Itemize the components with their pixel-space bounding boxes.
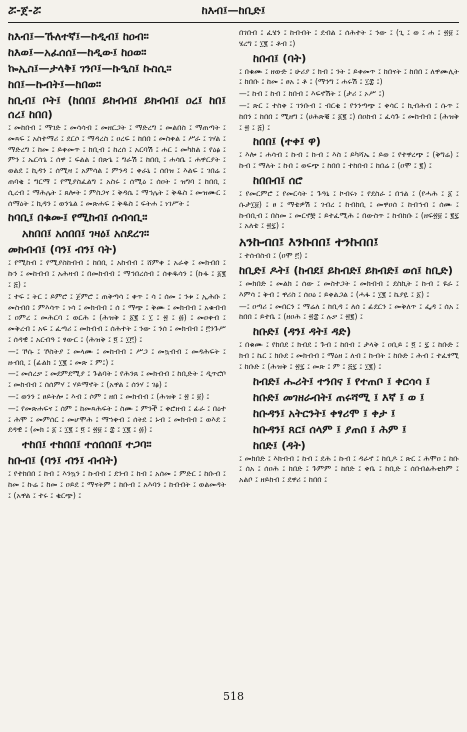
entry-headword: ከቡድ፤ (ዳን፤ ዳት፤ ዳድ) [253, 325, 352, 339]
entry-headword: ከበ፤—ኩብት፤—ከበወ። [8, 78, 102, 91]
entry-definition: ፤ የተከበበ ፤ ከብ ፤ እንኳን ፤ ኩብብ ፤ ደንብ ፤ ከብ ፤ አሰመ ፤ ምድር ፤ ከቡብ ፤ ከመ ፤ ኩሬ ፤ ከመ ፤ ዐይደ ፤ ማናትም ፤ ከቡብ ፤ አእባን ፤ ከብብት ፤ ወልመዳት ፤ (አዋል ፤ ተሩ ፤ ቂርጭ) ፤ [8, 469, 226, 500]
entry-headword: ከበድ፤ (ዳት) [253, 438, 306, 452]
header-rule [8, 22, 459, 23]
entry-definition: —፤ ጽር ፤ ተስቀ ፤ ገንቡብ ፤ ብርቂ ፤ የንንጣጭ ፤ ቀሳር ፤ ኪብሕብ ፤ ሱጥ ፤ ከበን ፤ ከበበ ፤ ሚዘግ ፤ (ሀሕጽቒ ፤ ፩፪ ፤) በዐከብ ፤ ፈሳጉ ፤ መከብብ ፤ (ሕዝቅ ፤ ፳ ፤ ፭) ፤ [239, 100, 459, 132]
header-running-title: ከእብ፤—ከቢድ፤ [201, 4, 266, 17]
entry-definition: በገበብ ፤ ፈሄን ፤ ከብብት ፤ ደብል ፤ ሰሕተት ፤ ንው ፤ (ጊ ፤ ወ ፤ ሐ ፤ ፳፱ ፤ ሄረግ ፤ ፲፪ ፤ ቶብ ፤) [239, 28, 459, 48]
entry-headword: ኰኢስ፤—ታላቅ፤ ገንቦ፤—ኩዒስ፤ ኩስሲ። [8, 62, 172, 75]
entry-definition: —፤ ኾሱ ፤ ኾስትያ ፤ መላሙ ፤ መከብብ ፤ ሥጋ ፤ መኳብብ ፤ መዳሕፍት ፤ ዙብቢ ፤ (ፊልክ ፤ ፲፪ ፤ መጽ ፤ ም፤) ፤ [8, 346, 226, 367]
entry-headword: ከበበብ፤ ሰሮ [253, 173, 303, 187]
entry-headword: ከቡዳን፤ አትርንት፤ ቀፃሪሞ ፤ ቀታ ፤ [253, 406, 396, 420]
entry-headword: ከቢብ፤ ቦት፤ (ከበበ፤ ይከብብ፤ ይክብብ፤ ዐረ፤ ከበ፤ ሰረ፤ ከበበ) [8, 94, 226, 121]
entry-headword: ከቡብ፤ (ባን፤ ብን፤ ብብት) [8, 454, 118, 468]
entry-headword: ከእብ፤—ኹለተኛ፤—ከዲብ፤ ከዐብ። [8, 30, 149, 43]
entry-definition: —፤ ከብ ፤ ከብ ፤ ከበብ ፤ እፍኖሽት ፤ (ታሪ ፤ ኦሥ ፤) [239, 89, 385, 99]
entry-definition: ፤ መከበብ ፤ ማገድ ፤ መሳሳብ ፤ መዘርጋት ፤ ማድረግ ፤ መልበስ ፤ ማጠጣት ፤ መጻፍ ፤ አስተማሪ ፤ ደርሶ ፤ ማዳረስ ፤ ዐረፍ ፤ ከበበ ፤ መስቀል ፤ ሥራ ፤ ገሃል ፤ ማድረግ ፤ ከመ ፤ ይቀመጥ ፤ ከቢብ ፤ ከረሰ ፤ አርባሽ ፤ ሐር ፤ መካከል ፤ የዕፅ ፤ ምን ፤ ኤርሳጌ ፤ ሰዋ ፤ ፍልል ፤ በጽጌ ፤ ግራሽ ፤ ከበቢ ፤ ሐሳቤ ፤ ሐዋርያት ፤ ወልደ ፤ ኪዳን ፤ ሰሚዛ ፤ አምሳል ፤ ምንዳ ፤ ቀራኒ ፤ ሰበዝ ፤ እልፍ ፤ ገበሬ ፤ ጠባቂ ፤ ግርማ ፤ የሚያስፈልግ ፤ አስሩ ፤ ሰሚዕ ፤ ሰዐት ፤ ዝግባ ፤ ከበቢ ፤ ሲረብ ፤ ማሕሌት ፤ ጸሎት ፤ ምስጋና ፤ ቅዳሴ ፤ ማኅሌት ፤ ቅዱስ ፤ መዝሙር ፤ ሰማዕት ፤ ኪዳን ፤ ወንጌል ፤ መጽሐፍ ፤ ቅዱስ ፤ ፍትሐ ፤ ነገሥት ፤ [8, 123, 226, 208]
entry-definition: ፤ በቁሙ ፤ የከበደ ፤ ክብደ ፤ ጉብ ፤ ከበብ ፤ ታላቅ ፤ ዐቢይ ፤ ፬ ፤ ፯ ፤ ከቡድ ፤ ክብ ፤ ኬር ፤ ክቡደ ፤ መክብብ ፤ ማዕዘ ፤ ለብ ፤ ኩብት ፤ ከቡድ ፤ ሕብ ፤ ተፈፃሚ ፤ ከቡድ ፤ (ሕዝቅ ፤ ፳፯ ፤ መጽ ፤ ም ፤ ፭፯ ፤ ፲፪) ፤ [239, 340, 459, 371]
entry-definition: ፤ የሚከብ ፤ የሚያስከብብ ፤ ከበቢ ፤ አከብብ ፤ ሸምቀ ፤ አራቀ ፤ መክብበ ፤ ኩን ፤ መከብብ ፤ አሕዛብ ፤ በመከብብ ፤ ማኅበረሰብ ፤ ሰቀዱሳን ፤ (ኩፋ ፤ ፩፪ ፤ ፭) ፤ [8, 258, 226, 289]
entry-headword: ከባቢ፤ በቁሙ፤ የሚከብ፤ ሰብሳቢ። [8, 211, 148, 225]
entry-headword: መክብብ፤ (ባን፤ ብን፤ ባት) [8, 243, 117, 257]
entry-headword: ከብድ፤ ሑሪት፤ ተንበና ፤ የተጠቦ ፤ ቀርሳሳ ፤ [253, 374, 431, 388]
entry-definition: —፤ ወንን ፤ ፀይትሎ ፤ እብ ፤ ሶም ፤ ዘበ ፤ መክብብ ፤ (ሕዝቅ ፤ ፳ ፤ ፱) ፤ [8, 391, 210, 401]
entry-definition: —፤ መሰረቃ ፤ መደምደሚያ ፤ ጉልባት ፤ የሕንጸ ፤ መክብብ ፤ ከቢድት ፤ ዲጥሮቦ ፤ መከብብ ፤ ሰሰምሃ ፤ ሃይማኖት ፤ (አዋል ፤ ሰንሃ ፤ ገፅ) ፤ [8, 369, 226, 390]
entry-headword: አንኩብበ፤ እንኩበበ፤ ተንኩበበ፤ [239, 234, 379, 250]
entry-headword: ከቡዳን፤ ጸር፤ ሰላም ፤ ያጠበ ፤ ሕም ፤ [253, 422, 407, 436]
entry-definition: ፤ ተሰብስብ ፤ (ዐሞ ፫) ፤ [239, 251, 308, 261]
entry-headword: ከቡድ፤ መገዘራብት፤ ጠሩሻሚ ፤ እኛ ፤ ወ ፤ [253, 390, 425, 404]
entry-headword: ተከበ፤ ተከበበ፤ ተሰበሰበ፤ ተጋባ። [22, 438, 152, 452]
entry-definition: —፤ ዐጣሪ ፤ መበርን ፤ ማሬለ ፤ ከቢዳ ፤ ለሰ ፤ ፊደርን ፤ መቅለጥ ፤ ፌዳ ፤ ሰአ ፤ ከበበ ፤ ይተቤ ፤ (ዘዐሕ ፤ ፳፰ ፤ ሉቃ ፤ ፳፪) ፤ [239, 301, 459, 322]
entry-headword: ከበብ፤ (ባት) [253, 51, 307, 65]
entry-definition: ፤ ተፍ ፤ ትር ፤ ይምሮ ፤ ጀምሮ ፤ ጠቅጣሳ ፤ ቀጥ ፤ ሳ ፤ ሰመ ፤ ንቱ ፤ ኢሕቡ ፤ መስብበ ፤ ምእሳጥ ፤ ነሳ ፤ መክብብ ፤ ሰ ፤ ማጭ ፤ ቅሙ ፤ መክብብ ፤ አቁብብ ፤ ዐምረ ፤ መሕርባ ፤ ወርሕ ፤ (ሕዝቅ ፤ ፩፪ ፤ ፲ ፤ ፳ ፤ ፴) ፤ መዐቀብ ፤ መቅረብ ፤ አፍ ፤ ፈጣሪ ፤ መክብብ ፤ ሰሕተት ፤ ንው ፤ ንሰ ፤ መክብብ ፤ ፫ንጉሥ ፤ ሰዳዊ ፤ አርብዓ ፤ ፃውር ፤ (ሕዝቅ ፤ ፬ ፤ ፲፫) ፤ [8, 291, 226, 344]
entry-headword: አክበበ፤ አሰበበ፤ ገዛዕ፤ አስደረገ። [22, 227, 150, 241]
entry-definition: ፤ የመርምሮ ፤ የመርሳት ፤ ጉዓኒ ፤ ኮብሩነ ፤ የደስራ ፤ በኅል ፤ (የሓሕ ፤ ፩ ፤ ሱታ፲፱) ፤ ፀ ፤ ማቴዎሽ ፤ ገብረ ፤ ከብከቢ ፤ መዋዐሰ ፤ ከብኅብ ፤ ሰሙ ፤ ኩብቢብ ፤ በስመ ፤ መርኖቿ ፤ ይተፈሚሕ ፤ በውስጥ ፤ ከብከቡ ፤ (ዘፍ፳፱ ፤ ፪፯ ፤ አለቴ ፤ ፳፯) ፤ [239, 188, 459, 231]
entry-definition: ፤ እሎ ፤ ሐሳብ ፤ ኩብ ፤ ኩብ ፤ እስ ፤ ይካሻኤ ፤ ይወ ፤ የተዋረጭ ፤ (ቅግሬ) ፤ ኩብ ፤ ማለት ፤ ኩበ ፤ ወፍጭ ፤ ከበበ ፤ ተከበብ ፤ ከበሬ ፤ (ዐሞ ፤ ፪) ፤ [239, 150, 459, 171]
entry-definition: ፤ መክበድ ፤ እክብብ ፤ ከብ ፤ ደሕ ፤ ኩብ ፤ ዳራኖ ፤ ከቢዶ ፤ ጽር ፤ ሕሞዐ ፤ ከቡ ፤ ሰአ ፤ ሰዐሕ ፤ ከበድ ፤ ጉምም ፤ ከበድ ፤ ቀቤ ፤ ከቢድ ፤ ሰበብልሕቲክም ፤ አልቦ ፤ ዘይከብ ፤ ደዋሪ ፤ ከበበ ፤ [239, 453, 459, 485]
entry-definition: —፤ የመጽሐፍና ፤ ሰም ፤ ከመጻሕፍት ፤ ስሙ ፤ ምንች ፤ ቀሮዘብ ፤ ፊራ ፤ በዕተ ፤ ሕሞ ፤ መምሰር ፤ መሆሞሕ ፤ ማኀቀብ ፤ ሰትደ ፤ ኑብ ፤ መክብብ ፤ ወእደ ፤ ደዳዊ ፤ (መክ ፤ ፩ ፤ ፲፪ ፤ ፬ ፤ ፳፱ ፤ ፰ ፤ ፲፪ ፤ ፴) ፤ [8, 403, 226, 435]
entry-definition: ፤ መክበድ ፤ መልክ ፤ ሰው ፤ መስተጋት ፤ መክብብ ፤ ደስኪት ፤ ኩብ ፤ ዩራ ፤ እምሳ ፤ ቅብ ፤ ዋሪስ ፤ ሰዐዕ ፤ ይቀልጋል ፤ (ሓፋ ፤ ፲፪ ፤ ኬያዬ ፤ ፩) ፤ [239, 278, 459, 299]
page-number: 518 [223, 690, 244, 703]
entry-headword: ከቢድ፤ ዶት፤ (ከብደ፤ ይከብድ፤ ይክብድ፤ ወሰ፤ ከቢድ) [239, 263, 453, 277]
header-section-label: ሯ-ጀ-ሯ [8, 4, 41, 17]
right-column [239, 28, 459, 678]
entry-definition: ፤ በቁሙ ፤ ዘውድ ፤ ሁሪያ ፤ ክብ ፤ ንት ፤ ይቀመጥ ፤ ከበናት ፤ ከበበ ፤ ለዋሙሊት ፤ ከበቡ ፤ ከመ ፤ ፀአ ፤ ቶ ፤ (ማንግ ፤ ሐሩሽ ፤ ፲፰ ፤) [239, 66, 459, 87]
entry-headword: ከእወ፤—አፈሰሰ፤—ከዲው፤ ከዐወ። [8, 46, 147, 59]
running-header [8, 4, 459, 20]
left-column [8, 28, 226, 678]
entry-headword: ከበበ፤ (ተቀ፤ ዋ) [253, 135, 321, 149]
